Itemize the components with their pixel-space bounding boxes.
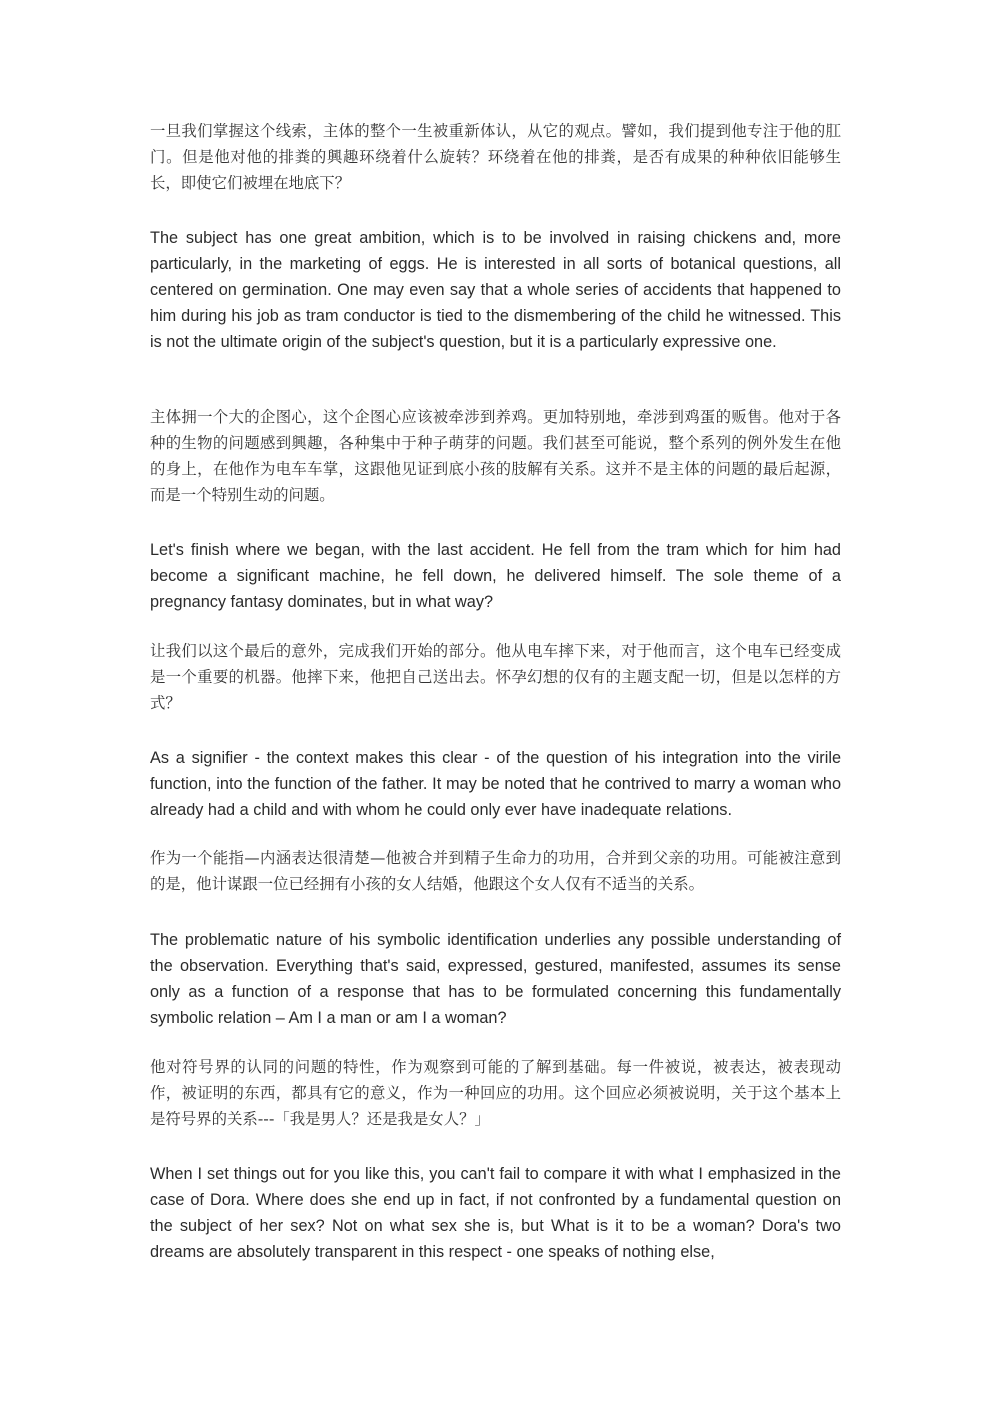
paragraph-zh-1: 一旦我们掌握这个线索，主体的整个一生被重新体认，从它的观点。譬如，我们提到他专注于他的肛门。但是他对他的排粪的興趣环绕着什么旋转？环绕着在他的排粪，是否有成果的种种依旧能够生长，即使它们被埋在地底下？ bbox=[150, 122, 841, 192]
paragraph-en-4: The problematic nature of his symbolic identification underlies any possible understanding of the observation. Everything that's said, expressed, gestured, manifested, assumes its sense only as a function of a response that has to be formulated concerning this fundamentally symbolic relation – Am I a man or am I a woman? bbox=[150, 931, 841, 1027]
paragraph-en-2: Let's finish where we began, with the last accident. He fell from the tram which for him had become a significant machine, he fell down, he delivered himself. The sole theme of a pregnancy fantasy dominates, but in what way? bbox=[150, 541, 841, 611]
paragraph-en-3: As a signifier - the context makes this clear - of the question of his integration into the virile function, into the function of the father. It may be noted that he contrived to marry a woman who already had a child and with whom he could only ever have inadequate relations. bbox=[150, 749, 841, 819]
paragraph-zh-3: 让我们以这个最后的意外，完成我们开始的部分。他从电车摔下来，对于他而言，这个电车已经变成是一个重要的机器。他摔下来，他把自己送出去。怀孕幻想的仅有的主题支配一切，但是以怎样的方式？ bbox=[150, 642, 841, 712]
paragraph-zh-4: 作为一个能指—内涵表达很清楚—他被合并到精子生命力的功用，合并到父亲的功用。可能被注意到的是，他计谋跟一位已经拥有小孩的女人结婚，他跟这个女人仅有不适当的关系。 bbox=[150, 849, 841, 893]
paragraph-en-1: The subject has one great ambition, which is to be involved in raising chickens and, more particularly, in the marketing of eggs. He is interested in all sorts of botanical questions, all centered on germination. One may even say that a whole series of accidents that happened to him during his job as tram conductor is tied to the dismembering of the child he witnessed. This is not the ultimate origin of the subject's question, but it is a particularly expressive one. bbox=[150, 229, 841, 351]
paragraph-zh-5: 他对符号界的认同的问题的特性，作为观察到可能的了解到基础。每一件被说，被表达，被表现动作，被证明的东西，都具有它的意义，作为一种回应的功用。这个回应必须被说明，关于这个基本上是符号界的关系---「我是男人？还是我是女人？」 bbox=[150, 1058, 841, 1128]
paragraph-zh-2: 主体拥一个大的企图心，这个企图心应该被牵涉到养鸡。更加特别地，牵涉到鸡蛋的贩售。他对于各种的生物的问题感到興趣，各种集中于种子萌芽的问题。我们甚至可能说，整个系列的例外发生在他的身上，在他作为电车车掌，这跟他见证到底小孩的肢解有关系。这并不是主体的问题的最后起源，而是一个特别生动的问题。 bbox=[150, 408, 841, 504]
paragraph-en-5: When I set things out for you like this, you can't fail to compare it with what I emphasized in the case of Dora. Where does she end up in fact, if not confronted by a fundamental question on the subject of her sex? Not on what sex she is, but What is it to be a woman? Dora's two dreams are absolutely transparent in this respect - one speaks of nothing else, bbox=[150, 1165, 841, 1261]
